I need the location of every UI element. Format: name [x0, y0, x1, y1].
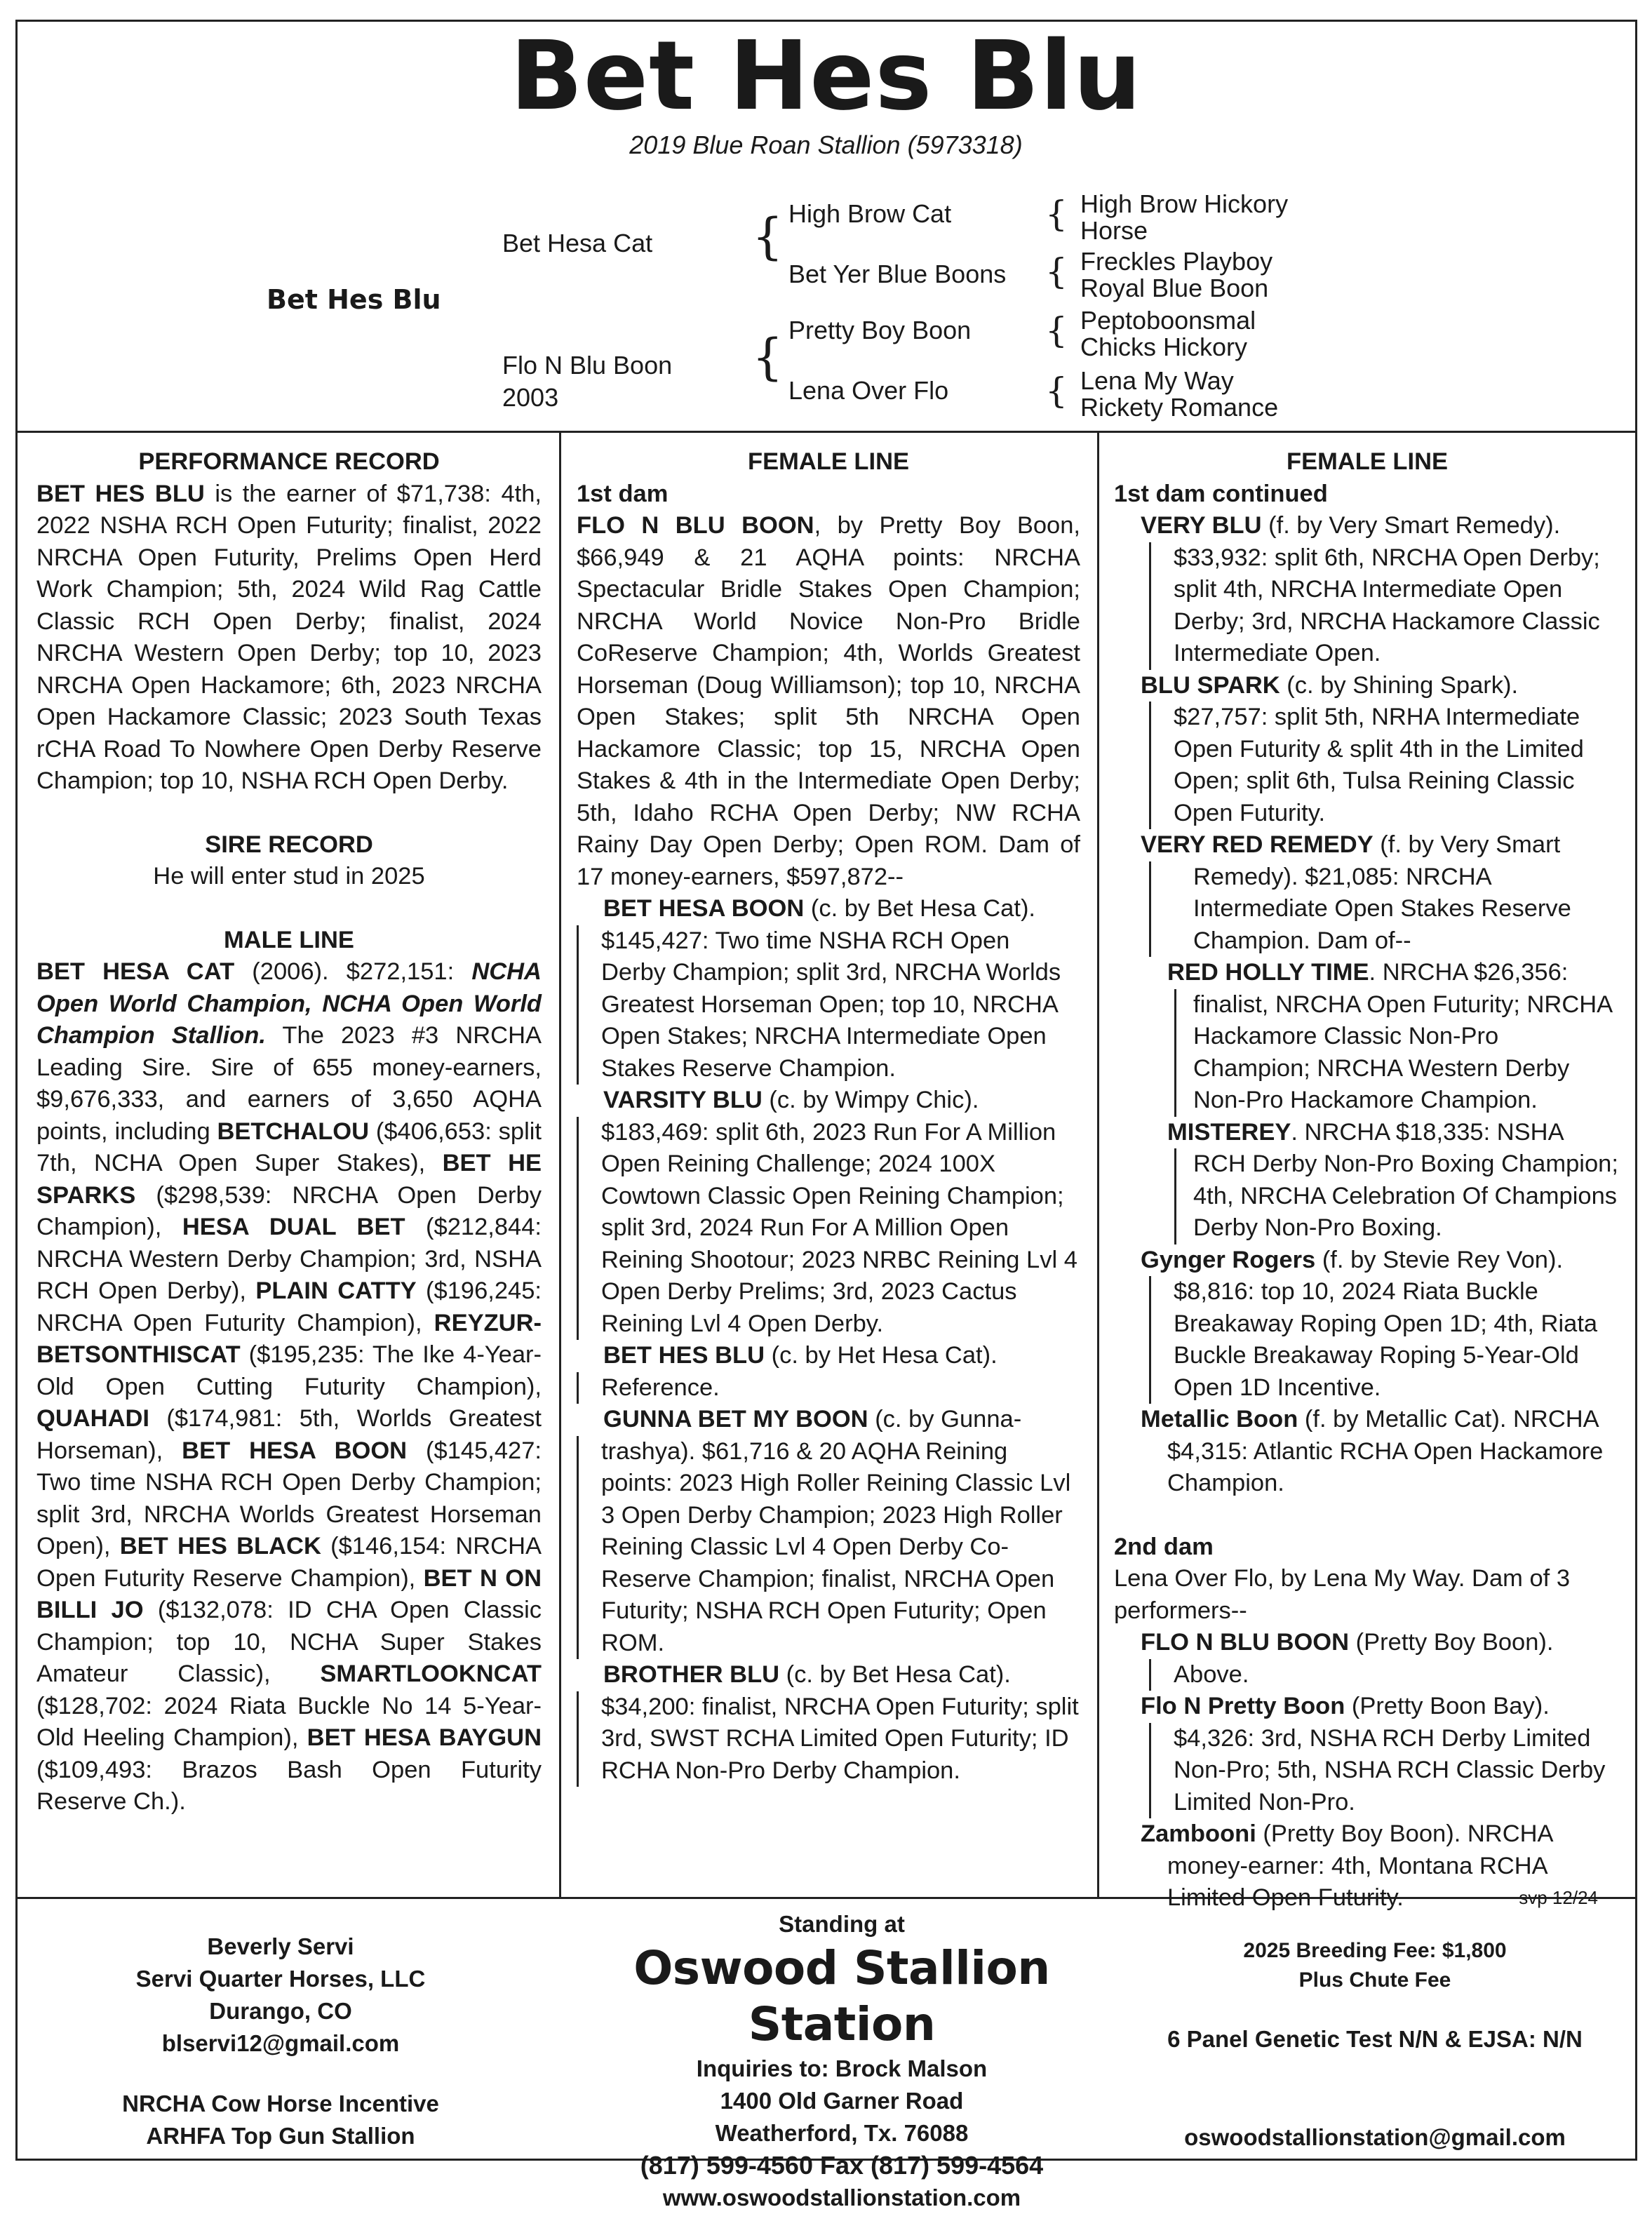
- document-code: svp 12/24: [1519, 1887, 1598, 1908]
- station-contact: Inquiries to: Brock Malson: [696, 2055, 988, 2081]
- pedigree-dam-dam: Lena Over Flo: [788, 376, 949, 405]
- pedigree-g3a: Peptoboonsmal: [1080, 306, 1256, 335]
- incentives: [63, 2088, 498, 2152]
- pedigree-horse: Bet Hes Blu: [267, 284, 441, 315]
- pedigree-g2a: Freckles Playboy: [1080, 247, 1273, 276]
- station-phone: (817) 599-4560 Fax (817) 599-4564: [640, 2151, 1044, 2180]
- offspring-entry: BLU SPARK (c. by Shining Spark).: [1141, 671, 1519, 699]
- standing-label: Standing at: [779, 1911, 905, 1937]
- sire-record-heading: SIRE RECORD: [205, 831, 373, 858]
- pedigree-sire-sire: High Brow Cat: [788, 199, 952, 228]
- offspring-entry: Gynger Rogers (f. by Stevie Rey Von).: [1141, 1246, 1564, 1273]
- offspring-entry: Zambooni (Pretty Boy Boon). NRCHA: [1141, 1820, 1554, 1847]
- offspring-record: $27,757: split 5th, NRHA Intermediate Open Futurity & split 4th in the Limited Open; split 6th, Tulsa Reining Classic Open Futurity.: [1149, 702, 1620, 829]
- column-divider: [559, 431, 561, 1898]
- offspring-record: trashya). $61,716 & 20 AQHA Reining points: 2023 High Roller Reining Classic Lvl 3 Open Derby Champion; 2023 High Roller Reining Classic Lvl 4 Open Derby Co-Reserve Champion; finalist, NRCHA Open Futurity; NSHA RCH Open Futurity; Open ROM.: [577, 1436, 1080, 1660]
- offspring-entry: Flo N Pretty Boon (Pretty Boon Bay).: [1141, 1693, 1550, 1719]
- offspring-entry: Metallic Boon (f. by Metallic Cat). NRCHA: [1141, 1406, 1599, 1433]
- performance-heading: PERFORMANCE RECORD: [138, 448, 440, 475]
- pedigree-brace: {: [1045, 194, 1068, 234]
- second-dam-heading: 2nd dam: [1114, 1533, 1214, 1560]
- sire-record-text: He will enter stud in 2025: [153, 863, 425, 890]
- offspring-entry: VARSITY BLU (c. by Wimpy Chic).: [603, 1087, 979, 1113]
- offspring-record: $8,816: top 10, 2024 Riata Buckle Breakaway Roping Open 1D; 4th, Riata Buckle Breakaway Roping 5-Year-Old Open 1D Incentive.: [1149, 1276, 1620, 1404]
- station-address: 1400 Old Garner Road: [720, 2088, 964, 2114]
- fee-info: [1136, 1936, 1613, 1995]
- offspring-entry: VERY RED REMEDY (f. by Very Smart: [1141, 831, 1561, 858]
- pedigree-g2b: Royal Blue Boon: [1080, 274, 1269, 302]
- male-line-text: BET HESA CAT (2006). $272,151: NCHA Open World Champion, NCHA Open World Champion Stallion. The 2023 #3 NRCHA Leading Sire. Sire of 655 money-earners, $9,676,333, and earners of 3,650 AQHA points, including BETCHALOU ($406,653: split 7th, NCHA Open Super Stakes), BET HE SPARKS ($298,539: NRCHA Open Derby Champion), HESA DUAL BET ($212,844: NRCHA Western Derby Champion; 3rd, NSHA RCH Open Derby), PLAIN CATTY ($196,245: NRCHA Open Futurity Champion), REYZUR-BETSONTHISCAT ($195,235: The Ike 4-Year-Old Open Cutting Futurity Champion), QUAHADI ($174,981: 5th, Worlds Greatest Horseman), BET HESA BOON ($145,427: Two time NSHA RCH Open Derby Champion; split 3rd, NRCHA Worlds Greatest Horseman Open), BET HES BLACK ($146,154: NRCHA Open Futurity Reserve Champion), BET N ON BILLI JO ($132,078: ID CHA Open Classic Champion; top 10, NCHA Super Stakes Amateur Classic), SMARTLOOKNCAT ($128,702: 2024 Riata Buckle No 14 5-Year-Old Heeling Champion), BET HESA BAYGUN ($109,493: Brazos Bash Open Futurity Reserve Ch.).: [36, 958, 542, 1815]
- performance-text: BET HES BLU is the earner of $71,738: 4th, 2022 NSHA RCH Open Futurity; finalist, 2022 NRCHA Open Futurity, Prelims Open Herd Work Champion; 5th, 2024 Wild Rag Cattle Classic RCH Open Derby; finalist, 2024 NRCHA Western Open Derby; top 10, 2023 NRCHA Open Hackamore; 6th, 2023 NRCHA Open Hackamore Classic; 2023 South Texas rCHA Road To Nowhere Open Derby Reserve Champion; top 10, NSHA RCH Open Derby.: [36, 480, 542, 794]
- offspring-record: $145,427: Two time NSHA RCH Open Derby Champion; split 3rd, NRCHA Worlds Greatest Horseman Open; top 10, NRCHA Open Stakes; NRCHA Intermediate Open Stakes Reserve Champion.: [577, 925, 1080, 1085]
- pedigree-g4a: Lena My Way: [1080, 366, 1234, 395]
- grand-offspring-entry: RED HOLLY TIME. NRCHA $26,356:: [1167, 959, 1569, 986]
- offspring-record: Above.: [1149, 1659, 1620, 1691]
- offspring-entry: VERY BLU (f. by Very Smart Remedy).: [1141, 512, 1561, 539]
- owner-name: Beverly Servi: [207, 1933, 354, 1959]
- column-female-line: [577, 446, 1080, 1787]
- incentive-arhfa: ARHFA Top Gun Stallion: [146, 2123, 415, 2149]
- offspring-entry: FLO N BLU BOON (Pretty Boy Boon).: [1141, 1629, 1554, 1656]
- station-website[interactable]: www.oswoodstallionstation.com: [662, 2185, 1021, 2210]
- grand-offspring-record: finalist, NRCHA Open Futurity; NRCHA Hackamore Classic Non-Pro Champion; NRCHA Western Derby Non-Pro Hackamore Champion.: [1174, 989, 1620, 1117]
- pedigree-dam-year: 2003: [502, 383, 559, 412]
- pedigree-brace: {: [752, 208, 784, 265]
- genetic-test: 6 Panel Genetic Test N/N & EJSA: N/N: [1167, 2026, 1583, 2052]
- owner-info: [63, 1931, 498, 2060]
- pedigree-g4b: Rickety Romance: [1080, 393, 1279, 422]
- pedigree-brace: {: [1045, 370, 1068, 411]
- column-performance: [36, 446, 542, 1818]
- station-name: Oswood Stallion Station: [633, 1941, 1050, 2051]
- offspring-record: money-earner: 4th, Montana RCHA Limited Open Futurity. svp 12/24: [1114, 1851, 1620, 1914]
- owner-email: blservi12@gmail.com: [161, 2030, 400, 2056]
- owner-location: Durango, CO: [209, 1998, 352, 2024]
- grand-offspring-record: RCH Derby Non-Pro Boxing Champion; 4th, NRCHA Celebration Of Champions Derby Non-Pro Boxing.: [1174, 1148, 1620, 1244]
- column-female-line-continued: [1114, 446, 1620, 1914]
- pedigree-dam-sire: Pretty Boy Boon: [788, 316, 972, 344]
- column-divider: [1097, 431, 1099, 1898]
- offspring-record: $34,200: finalist, NRCHA Open Futurity; split 3rd, SWST RCHA Limited Open Futurity; ID RCHA Non-Pro Derby Champion.: [577, 1691, 1080, 1787]
- pedigree-brace: {: [1045, 310, 1068, 351]
- station-city: Weatherford, Tx. 76088: [715, 2120, 969, 2146]
- pedigree-brace: {: [752, 328, 784, 386]
- offspring-entry: BET HESA BOON (c. by Bet Hesa Cat).: [603, 895, 1036, 922]
- second-dam-text: Lena Over Flo, by Lena My Way. Dam of 3 performers--: [1114, 1565, 1571, 1624]
- pedigree-g3b: Chicks Hickory: [1080, 333, 1248, 361]
- pedigree-g1b: Horse: [1080, 216, 1148, 245]
- first-dam-heading: 1st dam: [577, 480, 669, 507]
- page-title: Bet Hes Blu: [510, 21, 1142, 132]
- first-dam-continued-heading: 1st dam continued: [1114, 480, 1328, 507]
- incentive-nrcha: NRCHA Cow Horse Incentive: [122, 2091, 439, 2116]
- pedigree-sire-dam: Bet Yer Blue Boons: [788, 260, 1007, 288]
- pedigree-brace: {: [1045, 251, 1068, 292]
- offspring-record: $33,932: split 6th, NRCHA Open Derby; split 4th, NRCHA Intermediate Open Derby; 3rd, NRCHA Hackamore Classic Intermediate Open.: [1149, 542, 1620, 670]
- offspring-entry: BET HES BLU (c. by Het Hesa Cat).: [603, 1342, 998, 1369]
- female-line-heading: FEMALE LINE: [748, 448, 909, 475]
- pedigree-g1a: High Brow Hickory: [1080, 189, 1289, 218]
- grand-offspring-entry: MISTEREY. NRCHA $18,335: NSHA: [1167, 1118, 1564, 1146]
- pedigree-sire: Bet Hesa Cat: [502, 229, 653, 257]
- offspring-record: Reference.: [577, 1372, 1080, 1404]
- female-line-heading: FEMALE LINE: [1287, 448, 1448, 475]
- offspring-entry: GUNNA BET MY BOON (c. by Gunna-: [603, 1406, 1022, 1433]
- offspring-record: $4,326: 3rd, NSHA RCH Derby Limited Non-Pro; 5th, NSHA RCH Classic Derby Limited Non-Pro.: [1149, 1723, 1620, 1819]
- first-dam-text: FLO N BLU BOON, by Pretty Boy Boon, $66,949 & 21 AQHA points: NRCHA Spectacular Bridle Stakes Open Champion; NRCHA World Novice Non-Pro Bridle CoReserve Champion; 4th, Worlds Greatest Horseman (Doug Williamson); top 10, NRCHA Open Stakes; split 5th NRCHA Open Hackamore Classic; top 15, NRCHA Open Stakes & 4th in the Intermediate Open Derby; 5th, Idaho RCHA Open Derby; NW RCHA Rainy Day Open Derby; Open ROM. Dam of 17 money-earners, $597,872--: [577, 512, 1081, 890]
- offspring-record: $4,315: Atlantic RCHA Open Hackamore Champion.: [1167, 1437, 1604, 1496]
- header-divider: [15, 431, 1637, 433]
- breeding-fee: 2025 Breeding Fee: $1,800: [1243, 1939, 1507, 1962]
- station-email[interactable]: oswoodstallionstation@gmail.com: [1184, 2124, 1566, 2150]
- pedigree-dam: Flo N Blu Boon: [502, 351, 673, 380]
- owner-company: Servi Quarter Horses, LLC: [135, 1966, 426, 1992]
- offspring-record: Remedy). $21,085: NRCHA Intermediate Open Stakes Reserve Champion. Dam of--: [1149, 861, 1620, 958]
- male-line-heading: MALE LINE: [224, 926, 354, 953]
- offspring-record: $183,469: split 6th, 2023 Run For A Million Open Reining Challenge; 2024 100X Cowtown Classic Open Reining Champion; split 3rd, 2024 Run For A Million Open Reining Shootour; 2023 NRBC Reining Lvl 4 Open Derby Prelims; 3rd, 2023 Cactus Reining Lvl 4 Open Derby.: [577, 1117, 1080, 1341]
- chute-fee: Plus Chute Fee: [1298, 1968, 1451, 1992]
- page-subtitle: 2019 Blue Roan Stallion (5973318): [629, 130, 1023, 159]
- station-info: [533, 1908, 1150, 2214]
- offspring-entry: BROTHER BLU (c. by Bet Hesa Cat).: [603, 1661, 1011, 1688]
